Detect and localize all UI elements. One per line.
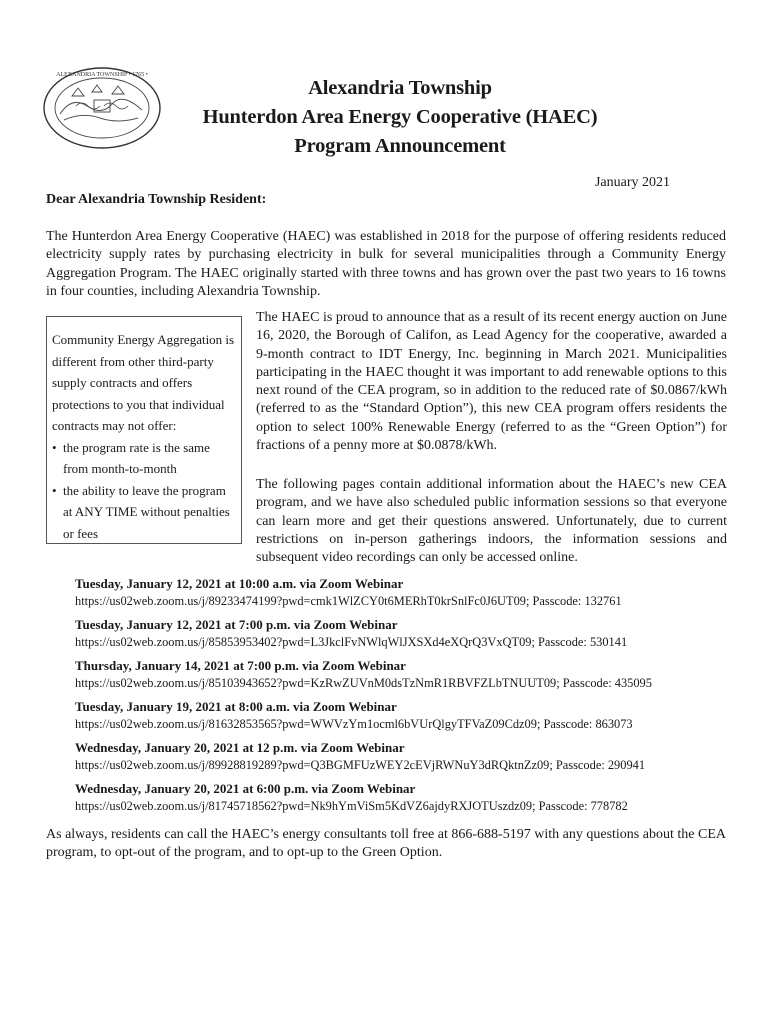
- letter-title: [160, 74, 640, 161]
- closing-paragraph: As always, residents can call the HAEC’s energy consultants toll free at 866-688-5197 with any questions about the CEA program, to opt-out of the program, and to opt-up to the Green Option.: [46, 827, 726, 861]
- cea-info-text: Community Energy Aggregation is different from other third-party supply contracts and offers protections to you that individual contracts may not offer:: [52, 332, 235, 433]
- session-link[interactable]: https://us02web.zoom.us/j/81632853565?pwd=WWVzYm1ocml6bVUrQlgyTFVaZ09Cdz09; Passcode: 863073: [75, 716, 633, 731]
- session-item: [75, 699, 735, 732]
- township-seal-icon: [42, 66, 162, 150]
- intro-paragraph: The Hunterdon Area Energy Cooperative (HAEC) was established in 2018 for the purpose of offering residents reduced electricity supply rates by purchasing electricity in bulk for several municipalities through a Community Energy Aggregation Program. The HAEC originally started with three towns and has grown over the past two years to 16 towns in four counties, including Alexandria Township.: [46, 229, 726, 299]
- auction-paragraph: The HAEC is proud to announce that as a result of its recent energy auction on June 16, 2020, the Borough of Califon, as Lead Agency for the cooperative, awarded a 9-month contract to IDT Energy, Inc. beginning in March 2021. Municipalities participating in the HAEC thought it was important to add renewable options to this next round of the CEA program, so in addition to the reduced rate of $0.0867/kWh (referred to as the “Standard Option”), this new CEA program offers residents the option to select 100% Renewable Energy (referred to as the “Green Option”) for fractions of a penny more at $0.0878/kWh.: [256, 310, 727, 454]
- session-link[interactable]: https://us02web.zoom.us/j/85853953402?pwd=L3JkclFvNWlqWlJXSXd4eXQrQ3VxQT09; Passcode: 530141: [75, 634, 628, 649]
- session-link[interactable]: https://us02web.zoom.us/j/81745718562?pwd=Nk9hYmViSm5KdVZ6ajdyRXJOTUszdz09; Passcode: 778782: [75, 798, 628, 813]
- cea-benefit-item: • the program rate is the same from month-to-month: [52, 437, 237, 480]
- seal-lettering: ALEXANDRIA TOWNSHIP • 1765 •: [56, 72, 148, 78]
- session-item: [75, 658, 735, 691]
- session-link[interactable]: https://us02web.zoom.us/j/89233474199?pwd=cmk1WlZCY0t6MERhT0krSnlFc0J6UT09; Passcode: 132761: [75, 593, 622, 608]
- letter-date: January 2021: [594, 175, 670, 190]
- session-title: Wednesday, January 20, 2021 at 6:00 p.m. via Zoom Webinar: [75, 781, 416, 796]
- cea-info-box: [46, 316, 242, 544]
- cea-benefits-list: [52, 437, 237, 545]
- session-title: Thursday, January 14, 2021 at 7:00 p.m. via Zoom Webinar: [75, 658, 406, 673]
- cea-benefit-item: • the ability to leave the program at ANY TIME without penalties or fees: [52, 480, 237, 545]
- title-line-3: Program Announcement: [294, 135, 506, 157]
- session-item: [75, 781, 735, 814]
- session-item: [75, 740, 735, 773]
- title-line-2: Hunterdon Area Energy Cooperative (HAEC): [202, 106, 598, 128]
- session-title: Wednesday, January 20, 2021 at 12 p.m. via Zoom Webinar: [75, 740, 405, 755]
- session-link[interactable]: https://us02web.zoom.us/j/89928819289?pwd=Q3BGMFUzWEY2cEVjRWNuY3dRQktnZz09; Passcode: 290941: [75, 757, 646, 772]
- sessions-paragraph: The following pages contain additional information about the HAEC’s new CEA program, and we have also scheduled public information sessions so that everyone can learn more and get their questions answered. Unfortunately, due to current restrictions on in-person gatherings indoors, the information sessions and subsequent video recordings can only be accessed online.: [256, 477, 727, 566]
- session-link[interactable]: https://us02web.zoom.us/j/85103943652?pwd=KzRwZUVnM0dsTzNmR1RBVFZLbTNUUT09; Passcode: 435095: [75, 675, 652, 690]
- session-item: [75, 576, 735, 609]
- session-title: Tuesday, January 12, 2021 at 10:00 a.m. via Zoom Webinar: [75, 576, 404, 591]
- title-line-1: Alexandria Township: [308, 77, 492, 99]
- salutation: Dear Alexandria Township Resident:: [46, 192, 267, 207]
- session-title: Tuesday, January 12, 2021 at 7:00 p.m. via Zoom Webinar: [75, 617, 398, 632]
- session-item: [75, 617, 735, 650]
- session-list: [75, 576, 735, 822]
- session-title: Tuesday, January 19, 2021 at 8:00 a.m. via Zoom Webinar: [75, 699, 397, 714]
